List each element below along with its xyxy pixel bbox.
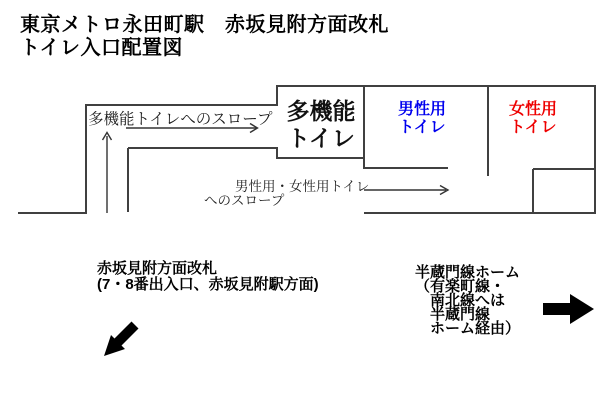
page-title-line2: トイレ入口配置図: [20, 37, 183, 59]
page-title: [20, 14, 389, 60]
mens-womens-slope-arrow-icon: [364, 186, 448, 195]
womens-toilet-label: [487, 101, 579, 136]
womens-toilet-line2: トイレ: [509, 118, 557, 136]
mens-womens-slope-label-line1: 男性用・女性用トイレ: [235, 179, 370, 194]
platform-direction-line5: ホーム経由）: [415, 320, 521, 337]
platform-direction-line3: 南北線へは: [415, 292, 506, 309]
platform-direction-label: [415, 266, 520, 336]
multifunction-toilet-line1: 多機能: [286, 98, 356, 124]
mens-toilet-line1: 男性用: [397, 101, 446, 118]
womens-toilet-line1: 女性用: [508, 101, 557, 118]
platform-direction-line4: 半蔵門線: [415, 306, 491, 323]
platform-direction-arrow-icon: [543, 294, 594, 324]
gate-direction-arrow-icon: [104, 322, 139, 357]
multifunction-toilet-label: [277, 98, 365, 152]
gate-direction-line1: 赤坂見附方面改札: [97, 260, 218, 277]
mens-womens-slope-label-line2: へのスロープ: [204, 193, 285, 208]
platform-direction-line2: （有楽町線・: [415, 278, 506, 295]
up-arrow-icon: [103, 133, 112, 214]
platform-direction-line1: 半蔵門線ホーム: [415, 264, 521, 281]
gate-direction-line2: (7・8番出入口、赤坂見附駅方面): [97, 276, 319, 293]
gate-direction-label: [97, 261, 319, 293]
mens-toilet-label: [376, 101, 468, 136]
multifunction-toilet-line2: トイレ: [287, 125, 355, 151]
mens-toilet-line2: トイレ: [398, 118, 446, 136]
multifunction-slope-label: 多機能トイレへのスロープ: [88, 111, 273, 128]
page-title-line1: 東京メトロ永田町駅 赤坂見附方面改札: [20, 14, 389, 36]
